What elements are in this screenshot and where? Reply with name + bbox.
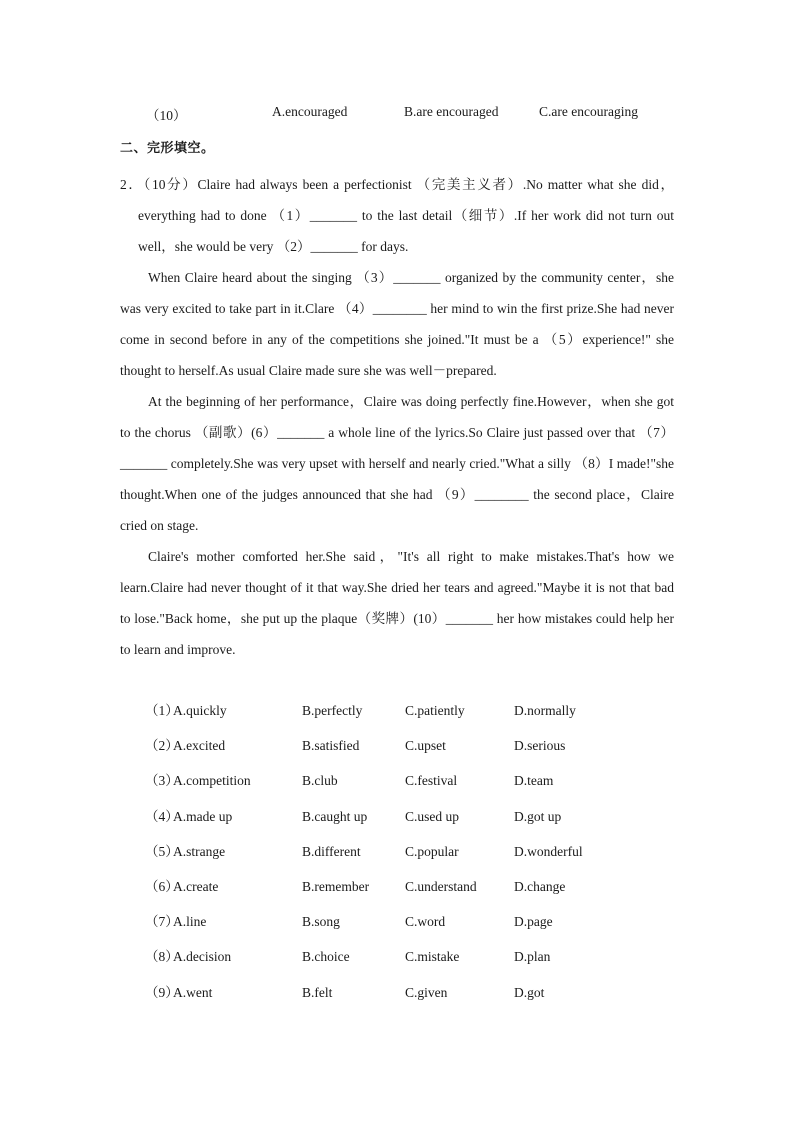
option-c: C.understand [405,878,477,894]
option-number: （1） [145,703,179,718]
option-a: A.strange [173,843,226,859]
option-c: C.used up [405,808,459,824]
option-a: A.decision [173,949,232,965]
option-row [145,735,665,770]
option-b: B.perfectly [302,703,363,718]
option-d: D.plan [514,949,551,965]
option-a: A.create [173,878,219,894]
option-number: （4） [145,808,179,824]
option-a: A.encouraged [272,104,348,119]
option-d: D.page [514,914,553,930]
option-d: D.change [514,878,566,894]
option-number: （10） [146,108,187,123]
passage-paragraph-3: At the beginning of her performance，Claire was doing perfectly fine.However，when she got to the chorus （副歌）(6）_______ a whole line of the lyrics.So Claire just passed over that （7）_______ completely.She was very upset with herself and nearly cried."What a silly （8）I made!"she thought.When one of the judges announced that she had （9）________ the second place，Claire cried on stage. [120,394,674,533]
option-c: C.upset [405,738,446,754]
option-d: D.normally [514,703,576,718]
option-number: （6） [145,878,179,894]
option-row [145,770,665,805]
option-row [145,946,665,981]
passage-paragraph-1: 2．（10分）Claire had always been a perfectionist （完美主义者）.No matter what she did，everything had to done （1）_______ to the last detail（细节）.If her work did not turn out well，she would be very （2）_______ for days. [120,177,674,254]
option-row [145,982,665,1017]
option-row [145,841,665,876]
passage-paragraph-4: Claire's mother comforted her.She said，"It's all right to make mistakes.That's how we learn.Claire had never thought of it that way.She dried her tears and agreed."Maybe it is not that bad to lose."Back home，she put up the plaque（奖牌）(10）_______ her how mistakes could help her to learn and improve. [120,549,674,657]
option-row [145,911,665,946]
option-row [145,876,665,911]
option-c: C.popular [405,843,459,859]
option-b: B.satisfied [302,738,360,754]
option-d: D.team [514,773,554,789]
option-a: A.quickly [173,703,227,718]
option-d: D.serious [514,738,566,754]
previous-question-options [146,104,706,124]
option-d: D.got [514,984,545,1000]
passage-paragraph-2: When Claire heard about the singing （3）_______ organized by the community center，she was very excited to take part in it.Clare （4）________ her mind to win the first prize.She had never come in second before in any of the competitions she joined."It must be a （5）experience!" she thought to herself.As usual Claire made sure she was well－prepared. [120,270,674,378]
option-a: A.went [173,984,213,1000]
option-number: （9） [145,984,179,1000]
option-a: A.excited [173,738,226,754]
option-number: （2） [145,738,179,754]
option-c: C.mistake [405,949,460,965]
option-c: C.are encouraging [539,104,638,119]
option-number: （5） [145,843,179,859]
option-c: C.word [405,914,446,930]
option-number: （3） [145,773,179,789]
option-c: C.given [405,984,448,1000]
option-c: C.festival [405,773,458,789]
option-b: B.felt [302,984,333,1000]
option-d: D.got up [514,808,562,824]
option-b: B.song [302,914,340,930]
option-a: A.made up [173,808,233,824]
option-d: D.wonderful [514,843,583,859]
option-b: B.club [302,773,338,789]
option-b: B.choice [302,949,350,965]
option-number: （8） [145,949,179,965]
option-b: B.different [302,843,361,859]
section-title: 二、完形填空。 [120,141,215,156]
option-a: A.line [173,914,207,930]
option-b: B.are encouraged [404,104,499,119]
option-b: B.remember [302,878,370,894]
option-c: C.patiently [405,703,465,718]
option-b: B.caught up [302,808,368,824]
option-a: A.competition [173,773,251,789]
option-row [145,806,665,841]
option-number: （7） [145,914,179,930]
option-row [145,700,665,735]
cloze-passage [120,169,674,665]
answer-options-list [145,700,665,1017]
